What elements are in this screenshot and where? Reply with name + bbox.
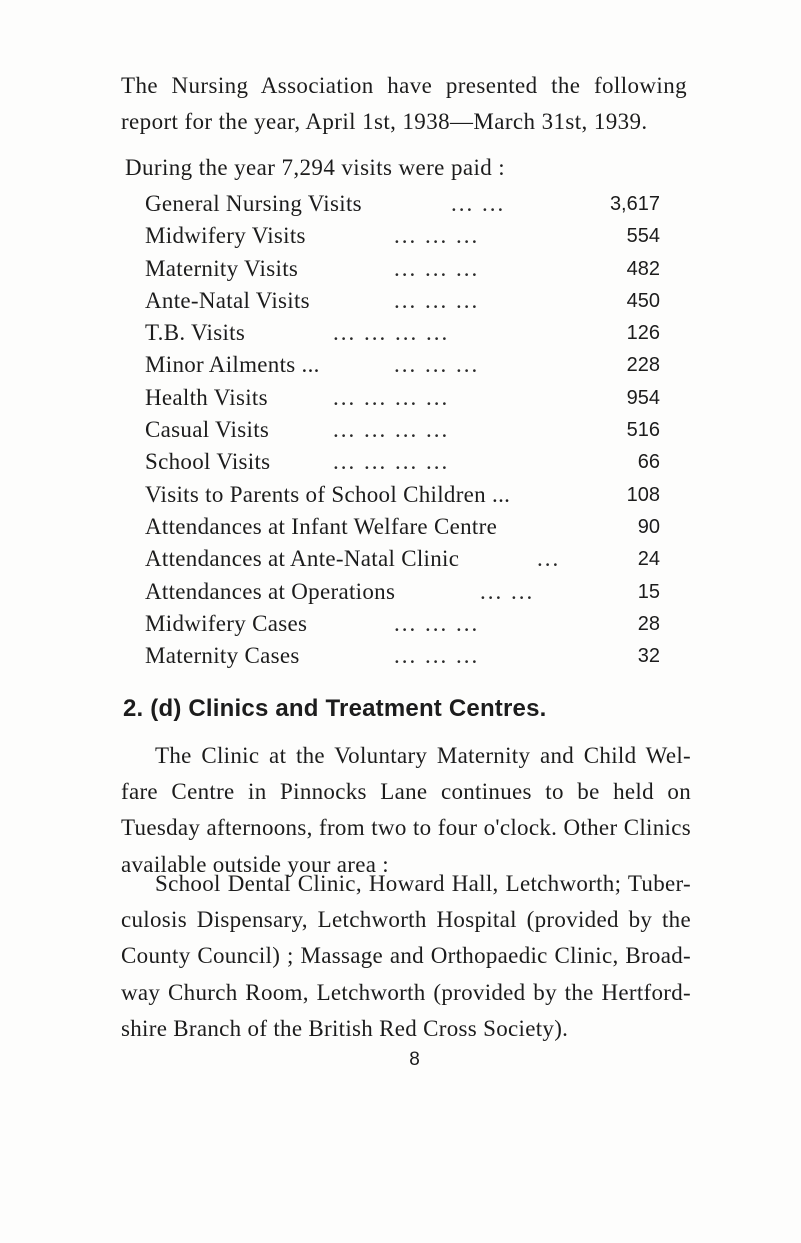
stat-label: General Nursing Visits [145, 191, 362, 216]
stat-leader-dots: ... ... ... [394, 223, 480, 249]
stat-label: Casual Visits [145, 417, 270, 443]
stat-value: 450 [626, 289, 660, 312]
stat-row [145, 382, 660, 414]
stat-row [145, 640, 660, 672]
stat-label: School Visits [145, 449, 271, 475]
stat-leader-dots: ... ... [480, 578, 535, 604]
stat-leader-dots: ... ... ... ... [333, 417, 450, 443]
stat-label: Maternity Cases [145, 643, 300, 669]
stat-value: 28 [637, 612, 660, 635]
stat-row [145, 414, 660, 446]
stat-row [145, 349, 660, 381]
stat-leader-dots: ... ... ... [394, 610, 480, 636]
stat-label: Maternity Visits [145, 255, 299, 281]
stat-value: 482 [626, 257, 660, 280]
stat-leader-dots: ... ... ... [394, 643, 480, 669]
stat-label: Attendances at Operations [145, 578, 396, 604]
stat-label: Midwifery Cases [145, 610, 308, 636]
clinic-paragraph: The Clinic at the Voluntary Maternity and Child Wel- fare Centre in Pinnocks Lane continues to be held on Tuesday afternoons, from two to four o'clock. Other Clinics available outside your area : [121, 743, 691, 877]
stat-value: 554 [626, 225, 660, 248]
stat-label: Attendances at Ante-Natal Clinic [145, 546, 460, 572]
other-clinics-paragraph: School Dental Clinic, Howard Hall, Letchworth; Tuber- culosis Dispensary, Letchworth Hospital (provided by the County Council) ; Massage and Orthopaedic Clinic, Broad- way Church Room, Letchworth (provided by the Hertford- shire Branch of the British Red Cross Society). [121, 871, 691, 1041]
intro-paragraph: The Nursing Association have presented the following report for the year, April 1st, 1938—March 31st, 1939. [121, 73, 687, 134]
stat-value: 15 [637, 580, 660, 603]
visit-statistics-list [145, 188, 660, 672]
stat-leader-dots: ... ... ... ... [333, 320, 450, 346]
stat-value: 66 [637, 451, 660, 474]
stat-value: 516 [626, 419, 660, 442]
stat-label: Minor Ailments ... [145, 352, 320, 378]
visits-total-line: During the year 7,294 visits were paid : [125, 155, 506, 180]
stat-value: 108 [626, 483, 660, 506]
stat-label: Visits to Parents of School Children ... [145, 481, 511, 507]
stat-value: 24 [637, 548, 660, 571]
stat-leader-dots: ... [537, 546, 561, 572]
stat-leader-dots: ... ... ... [394, 352, 480, 378]
page-number: 8 [409, 1049, 420, 1070]
stat-label: Midwifery Visits [145, 223, 306, 249]
stat-leader-dots: ... ... [451, 191, 506, 216]
stat-row [145, 188, 660, 220]
stat-leader-dots: ... ... ... [394, 287, 480, 313]
section-heading: 2. (d) Clinics and Treatment Centres. [123, 695, 547, 722]
stat-value: 954 [626, 386, 660, 409]
stat-label: T.B. Visits [145, 320, 246, 346]
stat-leader-dots: ... ... ... ... [333, 449, 450, 475]
stat-value: 90 [637, 515, 660, 538]
stat-row [145, 253, 660, 285]
stat-value: 228 [626, 354, 660, 377]
stat-leader-dots: ... ... ... ... [333, 384, 450, 410]
stat-row [145, 285, 660, 317]
stat-row [145, 608, 660, 640]
stat-label: Ante-Natal Visits [145, 287, 310, 313]
stat-value: 3,617 [609, 193, 660, 215]
stat-row [145, 317, 660, 349]
stat-value: 126 [626, 322, 660, 345]
stat-leader-dots: ... ... ... [394, 255, 480, 281]
stat-row [145, 511, 660, 543]
stat-row [145, 576, 660, 608]
stat-row [145, 479, 660, 511]
stat-label: Attendances at Infant Welfare Centre [145, 513, 498, 539]
stat-row [145, 446, 660, 478]
stat-label: Health Visits [145, 384, 268, 410]
stat-value: 32 [637, 645, 660, 668]
stat-row [145, 543, 660, 575]
stat-row [145, 220, 660, 252]
